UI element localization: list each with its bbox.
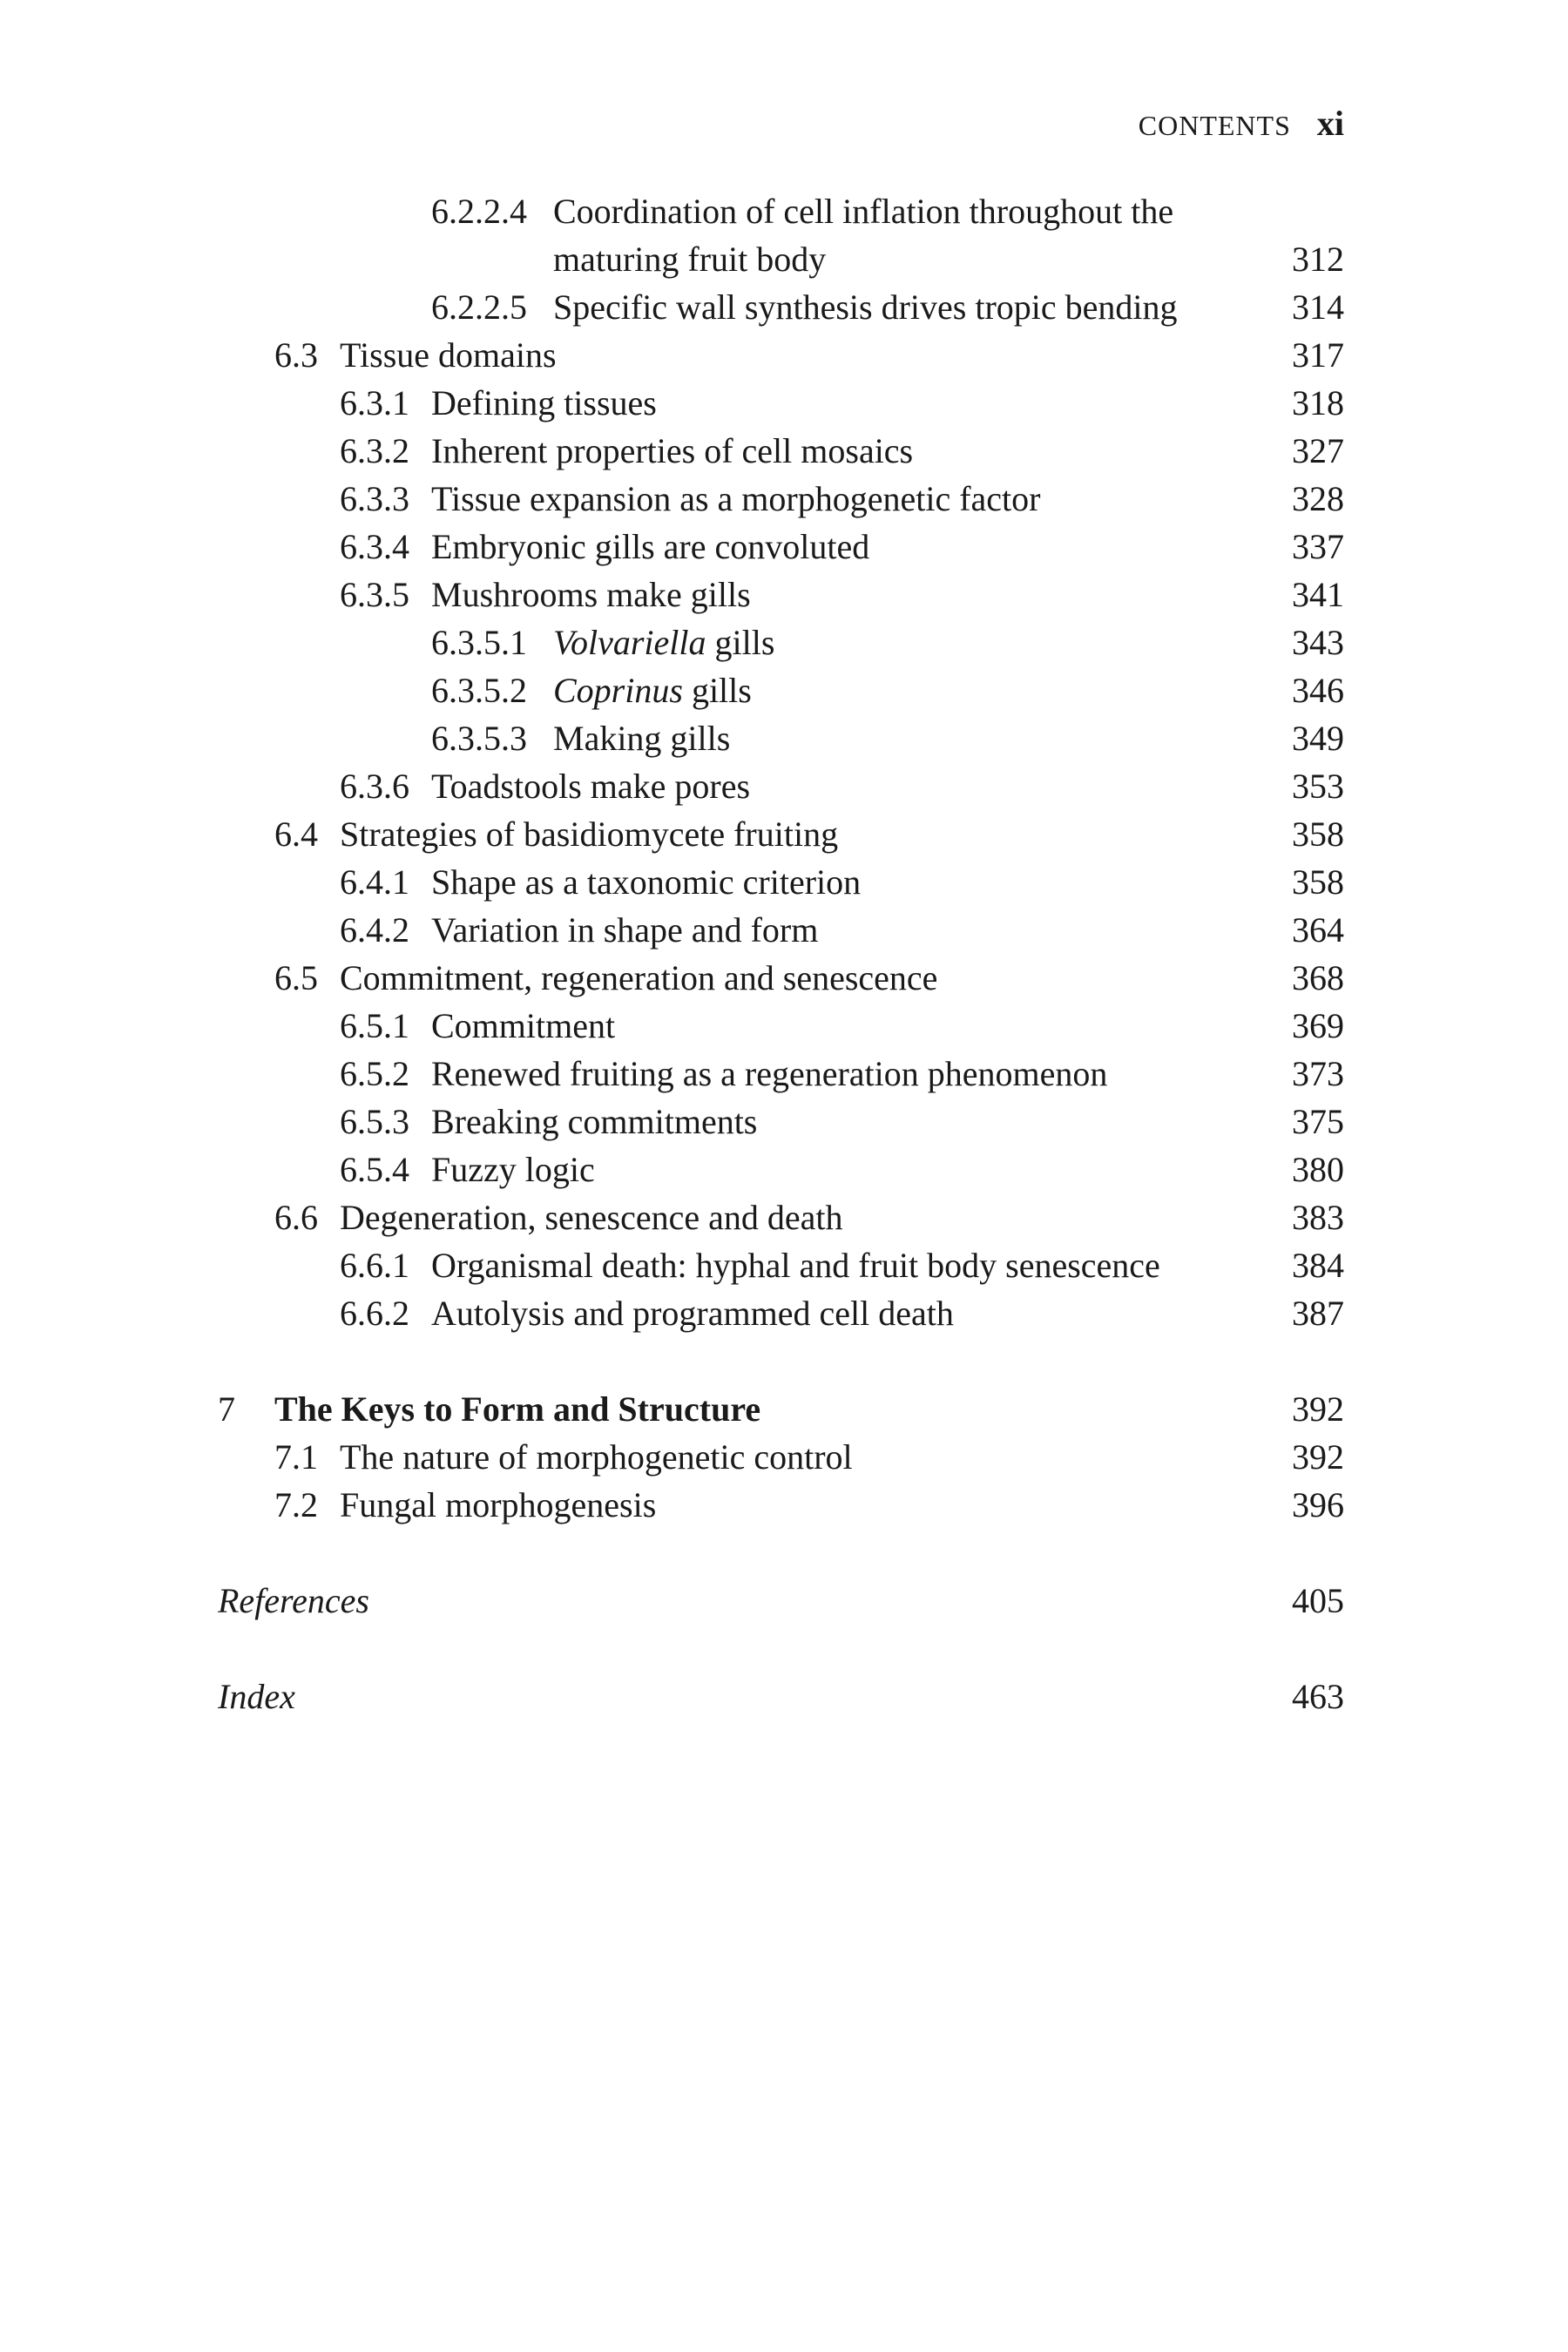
entry-number: 6.5.4 [340, 1150, 409, 1189]
entry-number: 6.4.2 [340, 910, 409, 950]
entry-page-number: 337 [1292, 527, 1344, 566]
entry-number: 6.3.6 [340, 767, 409, 806]
table-of-contents [218, 187, 1344, 1720]
entry-number: 6.4.1 [340, 862, 409, 902]
chapter-number: 7 [218, 1389, 235, 1429]
entry-title: Making gills [553, 719, 731, 758]
entry-number: 6.3.3 [340, 479, 409, 518]
entry-page-number: 312 [1292, 240, 1344, 279]
toc-entry[interactable] [218, 1481, 1344, 1529]
toc-entry[interactable] [218, 714, 1344, 762]
entry-number: 7.1 [274, 1437, 318, 1477]
entry-page-number: 396 [1292, 1485, 1344, 1524]
toc-entry[interactable] [218, 523, 1344, 571]
entry-title: Toadstools make pores [431, 767, 751, 806]
entry-number: 6.5.3 [340, 1102, 409, 1141]
entry-page-number: 346 [1292, 671, 1344, 710]
entry-number: 6.3.2 [340, 431, 409, 470]
chapter-title: The Keys to Form and Structure [274, 1389, 761, 1429]
entry-number: 6.6 [274, 1198, 318, 1237]
toc-entry[interactable] [218, 1146, 1344, 1193]
entry-number: 6.2.2.5 [431, 287, 527, 327]
entry-page-number: 341 [1292, 575, 1344, 614]
toc-entry[interactable] [218, 906, 1344, 954]
toc-entry[interactable] [218, 618, 1344, 666]
entry-title-rest: gills [682, 671, 752, 710]
entry-number: 6.3.5.2 [431, 671, 527, 710]
entry-title: Shape as a taxonomic criterion [431, 862, 862, 902]
toc-entry[interactable] [218, 810, 1344, 858]
entry-number: 7.2 [274, 1485, 318, 1524]
entry-number: 6.2.2.4 [431, 192, 527, 231]
entry-page-number: 387 [1292, 1294, 1344, 1333]
entry-title-line2: maturing fruit body [553, 240, 827, 279]
entry-number: 6.3.4 [340, 527, 409, 566]
entry-title: Autolysis and programmed cell death [431, 1294, 954, 1333]
entry-title-italic: Coprinus [553, 671, 683, 710]
entry-number: 6.3.5 [340, 575, 409, 614]
toc-entry[interactable] [218, 1002, 1344, 1050]
entry-page-number: 463 [1292, 1677, 1344, 1716]
entry-number: 6.4 [274, 814, 318, 854]
entry-page-number: 317 [1292, 335, 1344, 375]
entry-number: 6.5.2 [340, 1054, 409, 1093]
entry-page-number: 384 [1292, 1246, 1344, 1285]
entry-title: Tissue domains [340, 335, 557, 375]
running-head-label: CONTENTS [1138, 110, 1291, 141]
entry-title [553, 187, 1250, 283]
entry-number: 6.6.2 [340, 1294, 409, 1333]
entry-title: Defining tissues [431, 383, 657, 422]
entry-page-number: 405 [1292, 1581, 1344, 1620]
toc-chapter-entry[interactable] [218, 1385, 1344, 1433]
toc-entry[interactable] [218, 1289, 1344, 1337]
page-folio: xi [1316, 104, 1344, 143]
references-title: References [218, 1581, 369, 1620]
toc-entry[interactable] [218, 762, 1344, 810]
entry-title: Breaking commitments [431, 1102, 758, 1141]
entry-page-number: 383 [1292, 1198, 1344, 1237]
toc-entry[interactable] [218, 1433, 1344, 1481]
entry-page-number: 392 [1292, 1389, 1344, 1429]
toc-entry[interactable] [218, 475, 1344, 523]
entry-page-number: 380 [1292, 1150, 1344, 1189]
entry-page-number: 369 [1292, 1006, 1344, 1045]
entry-page-number: 368 [1292, 958, 1344, 997]
toc-entry[interactable] [218, 954, 1344, 1002]
entry-number: 6.3 [274, 335, 318, 375]
index-title: Index [218, 1677, 295, 1716]
entry-title: Degeneration, senescence and death [340, 1198, 843, 1237]
toc-entry[interactable] [218, 666, 1344, 714]
entry-page-number: 353 [1292, 767, 1344, 806]
entry-title: Inherent properties of cell mosaics [431, 431, 914, 470]
entry-title [553, 618, 774, 666]
entry-page-number: 314 [1292, 287, 1344, 327]
toc-entry[interactable] [218, 1050, 1344, 1098]
entry-number: 6.6.1 [340, 1246, 409, 1285]
toc-entry[interactable] [218, 379, 1344, 427]
toc-index-entry[interactable] [218, 1673, 1344, 1720]
entry-page-number: 358 [1292, 862, 1344, 902]
entry-page-number: 358 [1292, 814, 1344, 854]
toc-entry[interactable] [218, 571, 1344, 618]
entry-page-number: 328 [1292, 479, 1344, 518]
entry-page-number: 392 [1292, 1437, 1344, 1477]
entry-title-italic: Volvariella [553, 623, 706, 662]
entry-title: Embryonic gills are convoluted [431, 527, 870, 566]
toc-entry[interactable] [218, 427, 1344, 475]
entry-page-number: 364 [1292, 910, 1344, 950]
entry-number: 6.3.5.3 [431, 719, 527, 758]
toc-entry[interactable] [218, 187, 1344, 283]
entry-page-number: 373 [1292, 1054, 1344, 1093]
entry-title-rest: gills [706, 623, 775, 662]
running-head [1139, 103, 1344, 144]
entry-number: 6.3.1 [340, 383, 409, 422]
entry-number: 6.5.1 [340, 1006, 409, 1045]
entry-title [553, 666, 752, 714]
entry-title: Tissue expansion as a morphogenetic factor [431, 479, 1041, 518]
entry-page-number: 349 [1292, 719, 1344, 758]
entry-page-number: 327 [1292, 431, 1344, 470]
entry-title-line1: Coordination of cell inflation throughout the [553, 192, 1174, 231]
entry-title: Commitment, regeneration and senescence [340, 958, 938, 997]
entry-title: Variation in shape and form [431, 910, 819, 950]
toc-references-entry[interactable] [218, 1577, 1344, 1625]
toc-entry[interactable] [218, 1241, 1344, 1289]
toc-entry[interactable] [218, 1193, 1344, 1241]
entry-title: Renewed fruiting as a regeneration phenomenon [431, 1054, 1108, 1093]
toc-entry[interactable] [218, 331, 1344, 379]
toc-entry[interactable] [218, 1098, 1344, 1146]
entry-page-number: 318 [1292, 383, 1344, 422]
entry-title: Specific wall synthesis drives tropic bending [553, 287, 1178, 327]
entry-title: Mushrooms make gills [431, 575, 751, 614]
entry-title: Organismal death: hyphal and fruit body senescence [431, 1246, 1160, 1285]
entry-title: Fungal morphogenesis [340, 1485, 657, 1524]
toc-entry[interactable] [218, 858, 1344, 906]
toc-entry[interactable] [218, 283, 1344, 331]
entry-page-number: 343 [1292, 623, 1344, 662]
entry-title: Strategies of basidiomycete fruiting [340, 814, 839, 854]
entry-number: 6.3.5.1 [431, 623, 527, 662]
entry-title: Fuzzy logic [431, 1150, 595, 1189]
entry-page-number: 375 [1292, 1102, 1344, 1141]
entry-title: Commitment [431, 1006, 616, 1045]
entry-title: The nature of morphogenetic control [340, 1437, 853, 1477]
entry-number: 6.5 [274, 958, 318, 997]
